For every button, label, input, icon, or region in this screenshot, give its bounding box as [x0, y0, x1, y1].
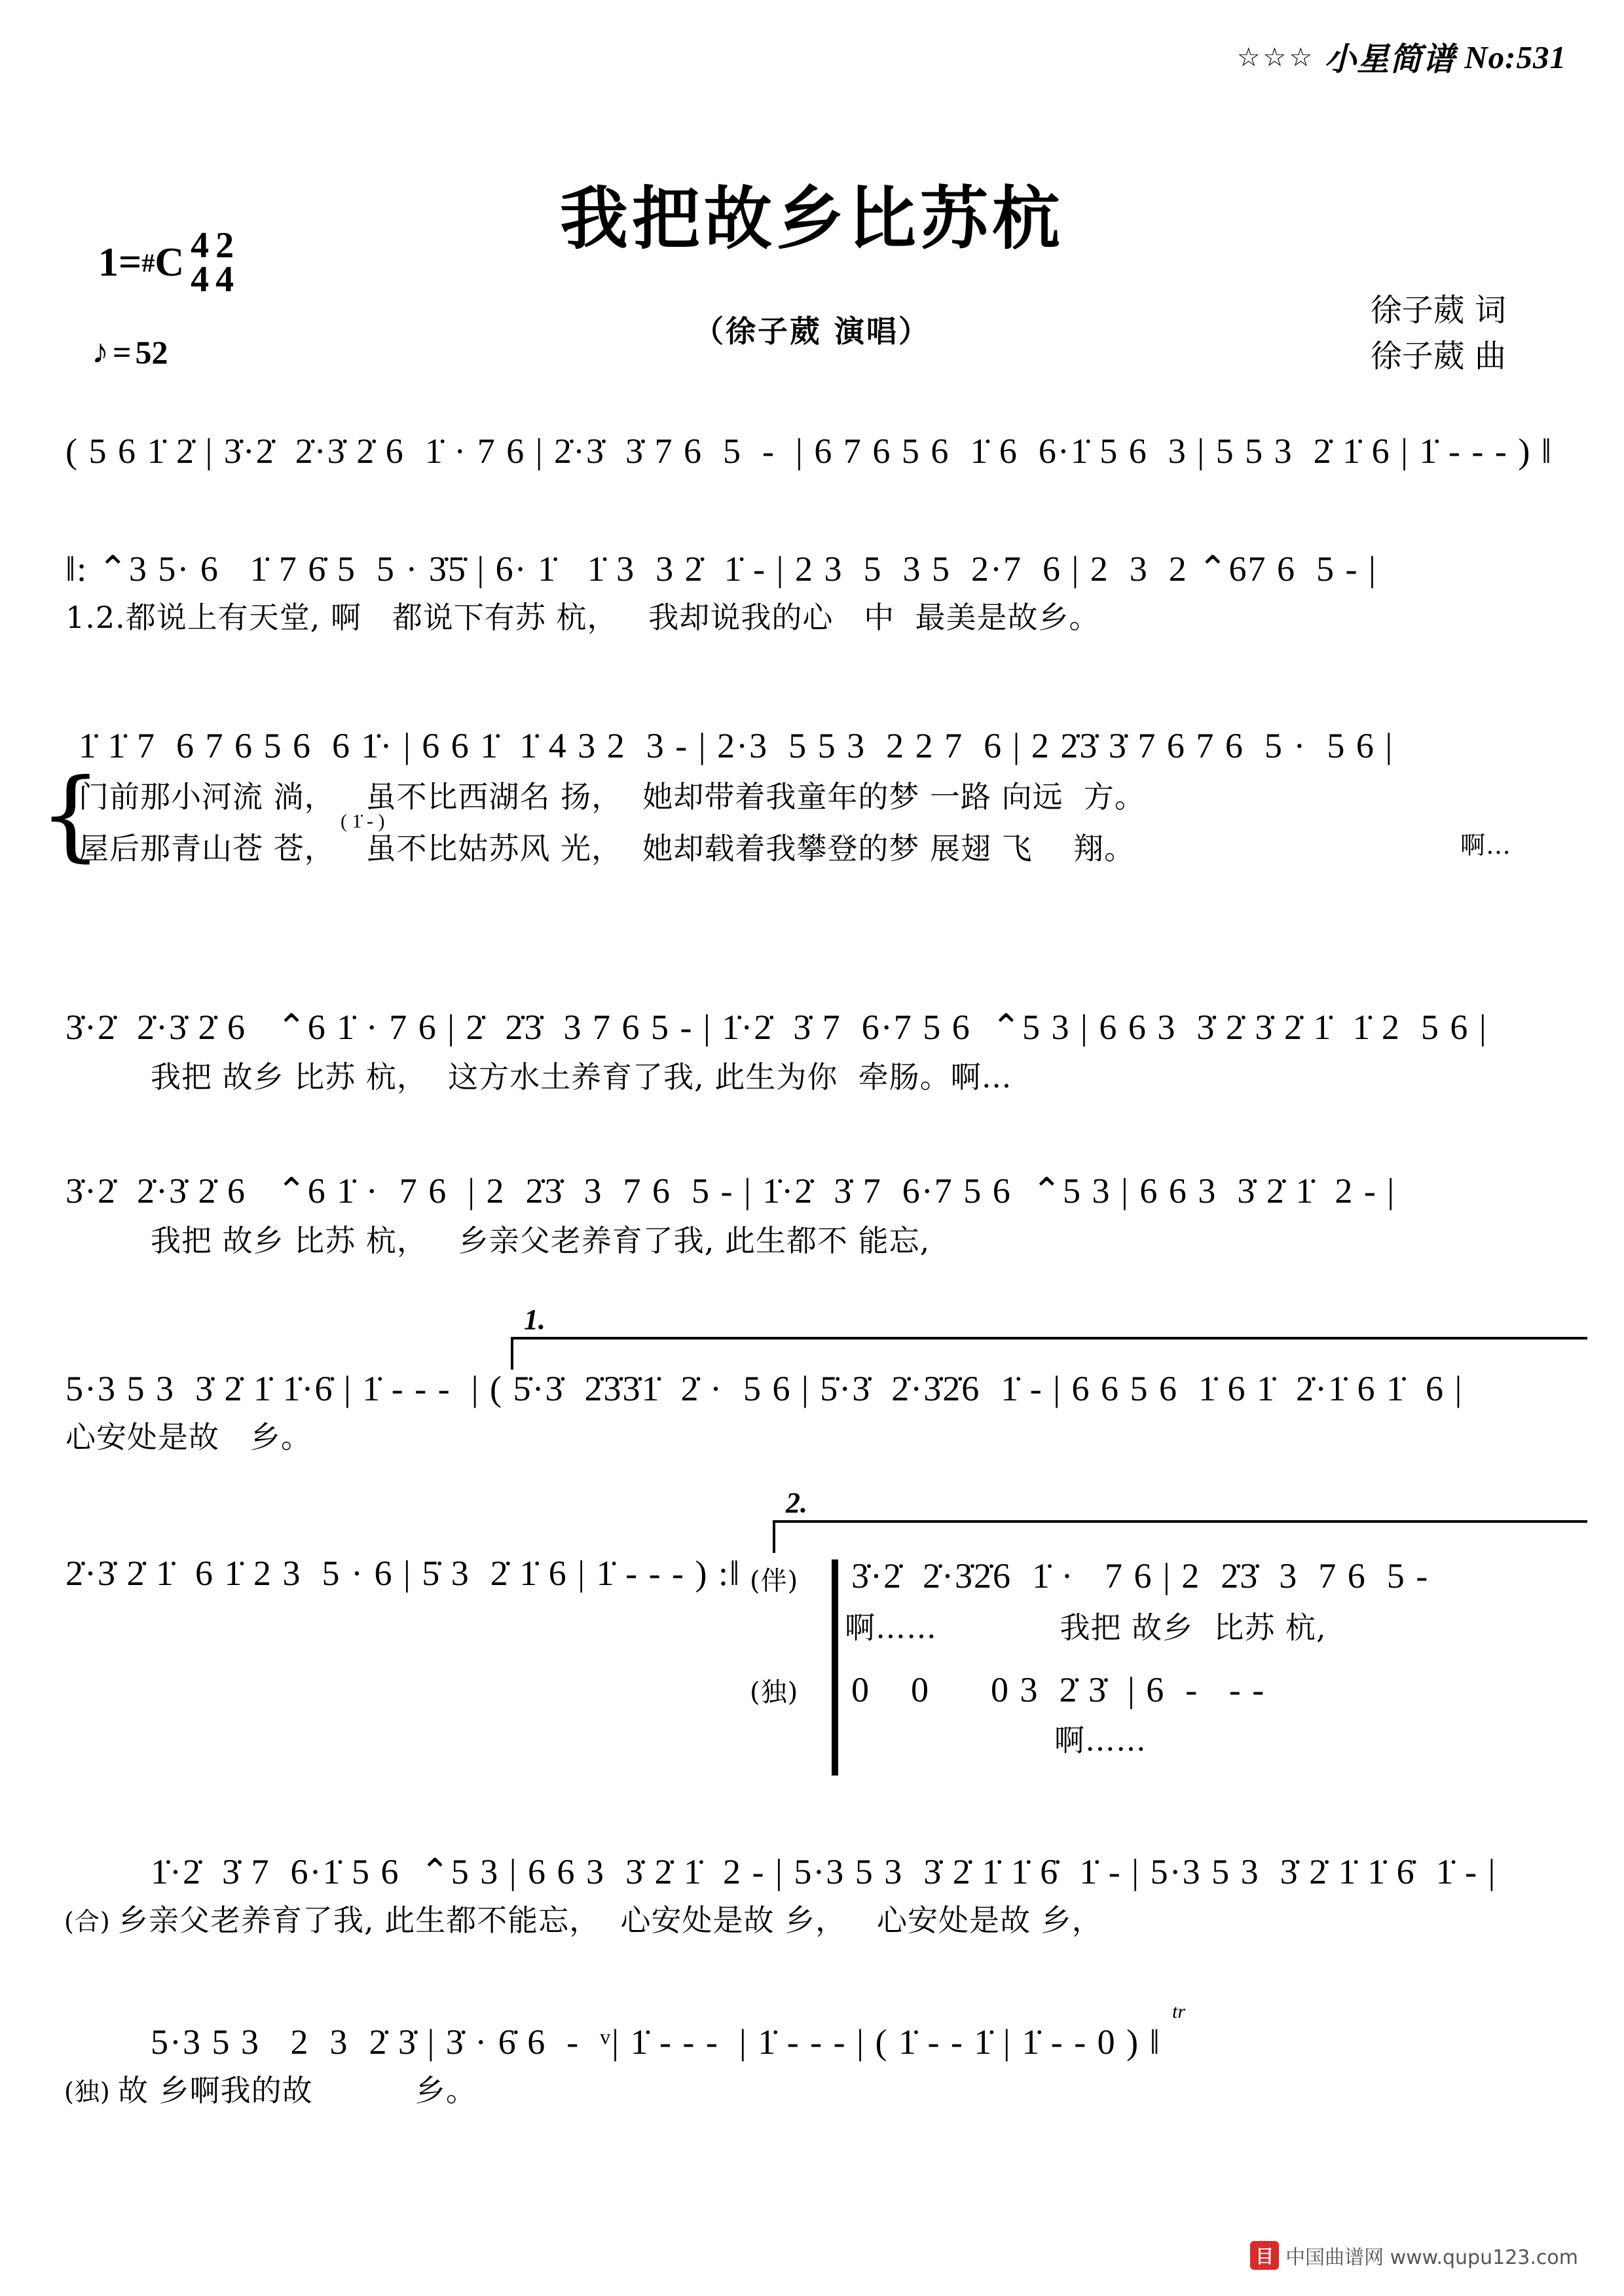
trill-marking: tr [1172, 2001, 1186, 2022]
notation-line: ‖: ⌃3 5· 6 1̇ 7 6̇ 5 5 · 3̇5̇ | 6· 1̇ 1̇ 3 3 2̇ 1̇ - | 2 3 5 3 5 2·7 6 | 2 3 2 ⌃67 6 5 - | [65, 549, 1377, 589]
lyrics-line-solo: 啊…… [1054, 1722, 1147, 1758]
tempo-marking [92, 333, 168, 371]
time-sig-2-denominator: 4 [215, 259, 234, 300]
duet-system-brace [832, 1559, 838, 1776]
music-system-chorus1 [0, 1008, 1624, 1095]
music-system-ending1 [0, 1303, 1624, 1455]
time-sig-1-numerator: 4 [191, 225, 210, 266]
grace-note-label: ( 1̇ - ) [341, 811, 385, 832]
tutti-part-label: (合) [64, 1907, 111, 1936]
music-system-verse1-line1 [0, 550, 1624, 635]
sheet-number: No:531 [1464, 39, 1566, 75]
verse-brace-icon: { [39, 758, 102, 872]
stars-icon: ☆☆☆ [1236, 42, 1316, 72]
notation-line: 5·3 5 3 3̇ 2̇ 1̇ 1̇·6̇ | 1̇ - - - | ( 5̇·3̇ 2̇3̇3̇1̇ 2̇ · 5 6 | 5̇·3̇ 2̇·3̇2̇6 1̇ - | 6 6 5 6 1̇ 6 1̇ 2̇·1̇ 6 1̇ 6 | [65, 1369, 1464, 1408]
key-letter: C [155, 240, 185, 285]
page-header [1237, 34, 1566, 80]
lyrics-line: 我把 故乡 比苏 杭， 乡亲父老养育了我, 此生都不 能忘, [151, 1223, 931, 1259]
lyricist-credit: 徐子葳 词 [1370, 292, 1506, 329]
notation-line: ( 5 6 1̇ 2̇ | 3̇·2̇ 2̇·3̇ 2̇ 6 1̇ · 7 6 | 2̇·3̇ 3̇ 7 6 5 - | 6 7 6 5 6 1̇ 6 6·1̇ 5 6 3 | 5 5 3 2̇ 1̇ 6 | 1̇ - - - ) ‖ [65, 431, 1553, 471]
site-name: 小星简谱 [1324, 41, 1456, 77]
time-sig-2-numerator: 2 [215, 225, 234, 266]
sharp-icon: # [141, 248, 155, 278]
tempo-equals: = [113, 333, 132, 371]
lyrics-line-verse2: 屋后那青山苍 苍， 虽不比姑苏风 光， 她却载着我攀登的梦 展翅 飞 翔。 [79, 831, 1135, 867]
second-ending-label: 2. [786, 1487, 807, 1519]
notation-line: 3̇·2̇ 2̇·3̇ 2̇ 6 ⌃6 1̇ · 7 6 | 2̇ 2̇3̇ 3 7 6 5 - | 1̇·2̇ 3̇ 7 6·7 5 6 ⌃5 3 | 6 6 3 3̇ 2̇ 3̇ 2̇ 1̇ 1̇ 2 5 6 | [65, 1008, 1488, 1047]
footer-text: 中国曲谱网 www.qupu123.com [1285, 2246, 1578, 2269]
site-logo-icon: 目 [1250, 2241, 1279, 2270]
tempo-value: 52 [135, 333, 168, 371]
footer-watermark [1250, 2241, 1578, 2270]
lyrics-line: 故 乡啊我的故 乡。 [118, 2073, 477, 2109]
notation-line: 5·3 5 3 2 3 2̇ 3̇ | 3̇ · 6̇ 6 - ᵛ| 1̇ - - - | 1̇ - - - | ( 1̇ - - 1̇ | 1̇ - - 0 ) ‖ [151, 2022, 1161, 2062]
notation-line: 1̇·2̇ 3̇ 7 6·1̇ 5 6 ⌃5 3 | 6 6 3 3̇ 2̇ 1̇ 2 - | 5·3 5 3 3̇ 2̇ 1̇ 1̇ 6̇ 1̇ - | 5·3 5 3 3̇ 2̇ 1̇ 1̇ 6̇ 1̇ - | [151, 1852, 1497, 1891]
performer-subtitle: （徐子葳 演唱） [693, 314, 931, 349]
lyrics-line: 我把 故乡 比苏 杭， 这方水土养育了我, 此生为你 牵肠。啊… [151, 1059, 1012, 1095]
solo-part-label: (独) [750, 1677, 799, 1707]
lyrics-line: 乡亲父老养育了我, 此生都不能忘， 心安处是故 乡， 心安处是故 乡， [118, 1903, 1103, 1939]
page-title: 我把故乡比苏杭 [559, 178, 1064, 259]
lyrics-line-accompaniment: 啊…… 我把 故乡 比苏 杭, [845, 1610, 1327, 1645]
credits [1371, 288, 1506, 379]
lyrics-line: 1.2.都说上有天堂, 啊 都说下有苏 杭， 我却说我的心 中 最美是故乡。 [65, 600, 1100, 636]
accompaniment-part-label: (伴) [750, 1566, 799, 1596]
lyrics-tail: 啊… [1460, 831, 1512, 860]
music-system-ending2 [0, 1487, 1624, 1758]
music-system-tutti [0, 1853, 1624, 1938]
solo-part-label-final: (独) [64, 2077, 111, 2106]
second-ending-bracket [773, 1487, 1587, 1553]
music-system-intro [0, 432, 1624, 471]
time-signature-2 [215, 225, 234, 300]
music-system-chorus2 [0, 1172, 1624, 1258]
first-ending-bracket [511, 1303, 1587, 1370]
lyrics-line: 心安处是故 乡。 [65, 1419, 312, 1455]
music-system-verse1-line2 [0, 726, 1624, 872]
first-ending-label: 1. [524, 1303, 545, 1336]
music-system-final [0, 2001, 1624, 2109]
key-signature [98, 225, 234, 300]
lyrics-line-verse1: 门前那小河流 淌， 虽不比西湖名 扬， 她却带着我童年的梦 一路 向远 方。 [79, 779, 1145, 815]
notation-line: 3̇·2̇ 2̇·3̇ 2̇ 6 ⌃6 1̇ · 7 6 | 2 2̇3̇ 3 7 6 5 - | 1̇·2̇ 3̇ 7 6·7 5 6 ⌃5 3 | 6 6 3 3̇ 2̇ 1̇ 2 - | [65, 1171, 1396, 1211]
time-sig-1-denominator: 4 [191, 259, 210, 300]
composer-credit: 徐子葳 曲 [1370, 337, 1506, 374]
quarter-note-icon: ♪ [92, 333, 109, 371]
notation-line-accompaniment: 3̇·2̇ 2̇·3̇2̇6 1̇ · 7 6 | 2 2̇3̇ 3 7 6 5 - [851, 1556, 1430, 1595]
notation-line-solo: 0 0 0 3 2̇ 3̇ | 6 - - - [851, 1670, 1266, 1709]
notation-line: 2̇·3̇ 2̇ 1̇ 6 1̇ 2 3 5 · 6 | 5̇ 3 2̇ 1̇ 6 | 1̇ - - - ) :‖ [65, 1554, 741, 1593]
key-label: 1= [98, 240, 142, 285]
time-signature-1 [191, 225, 210, 300]
notation-line: 1̇ 1̇ 7 6 7 6 5 6 6 1̇· | 6 6 1̇ 1̇ 4 3 2 3 - | 2·3 5 5 3 2 2 7 6 | 2 2̇3̇ 3̇ 7 6 7 6 5 · 5 6 | [79, 726, 1394, 765]
